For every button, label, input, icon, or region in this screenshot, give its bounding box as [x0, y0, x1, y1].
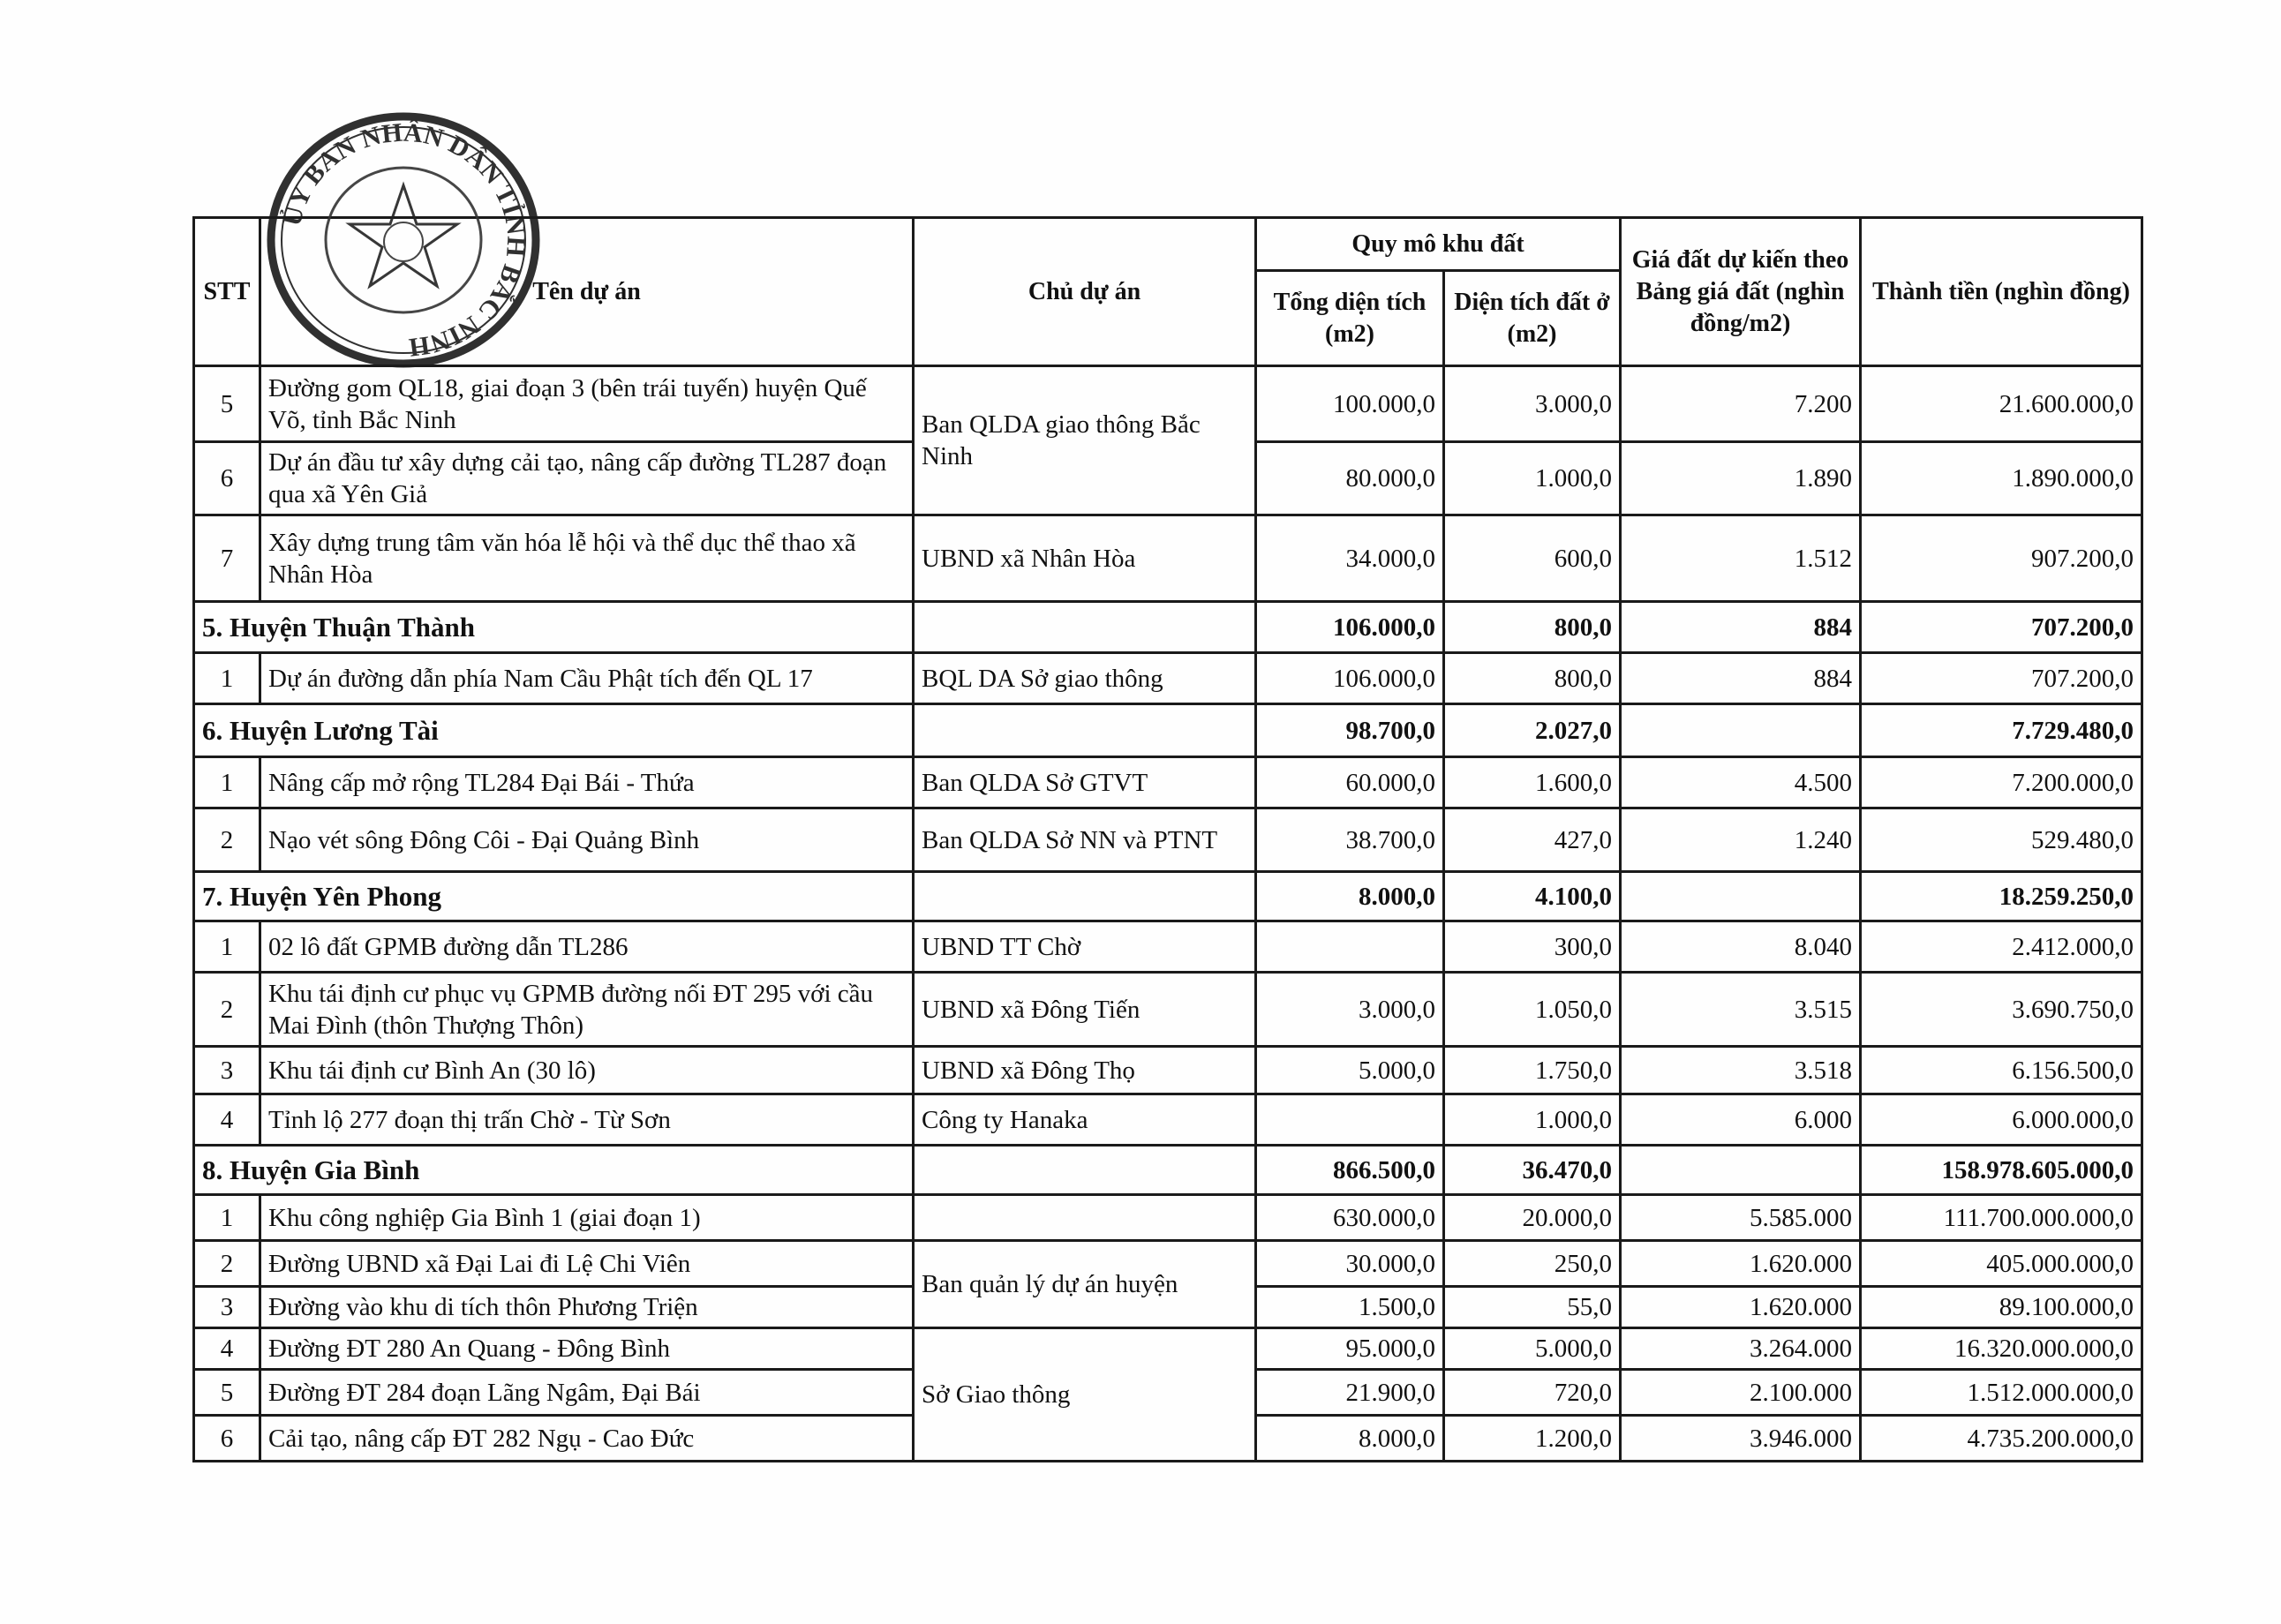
- cell-residential-area: 720,0: [1444, 1370, 1621, 1416]
- cell-amount: 529.480,0: [1861, 808, 2142, 872]
- cell-owner: UBND TT Chờ: [914, 921, 1256, 973]
- cell-stt: 1: [194, 921, 260, 973]
- cell-total-area: 95.000,0: [1256, 1328, 1444, 1370]
- cell-stt: 2: [194, 973, 260, 1047]
- cell-land-price: 8.040: [1621, 921, 1861, 973]
- cell-residential-area: 3.000,0: [1444, 366, 1621, 442]
- cell-land-price: 3.264.000: [1621, 1328, 1861, 1370]
- cell-project-name: Đường ĐT 284 đoạn Lãng Ngâm, Đại Bái: [260, 1370, 914, 1416]
- cell-land-price: 884: [1621, 602, 1861, 653]
- cell-residential-area: 800,0: [1444, 602, 1621, 653]
- cell-total-area: 630.000,0: [1256, 1195, 1444, 1241]
- cell-total-area: [1256, 921, 1444, 973]
- cell-owner: Sở Giao thông: [914, 1328, 1256, 1462]
- cell-total-area: [1256, 1094, 1444, 1146]
- cell-owner: Công ty Hanaka: [914, 1094, 1256, 1146]
- cell-project-name: Nạo vét sông Đông Côi - Đại Quảng Bình: [260, 808, 914, 872]
- cell-amount: 6.000.000,0: [1861, 1094, 2142, 1146]
- table-row: [194, 921, 2142, 973]
- cell-stt: 4: [194, 1328, 260, 1370]
- table-row: [194, 1241, 2142, 1287]
- cell-stt: 3: [194, 1287, 260, 1328]
- cell-total-area: 34.000,0: [1256, 515, 1444, 602]
- cell-total-area: 866.500,0: [1256, 1146, 1444, 1195]
- cell-owner: UBND xã Đông Thọ: [914, 1047, 1256, 1094]
- table-row: [194, 1047, 2142, 1094]
- cell-project-name: Đường UBND xã Đại Lai đi Lệ Chi Viên: [260, 1241, 914, 1287]
- cell-owner: Ban QLDA Sở NN và PTNT: [914, 808, 1256, 872]
- cell-land-price: [1621, 872, 1861, 921]
- cell-owner: [914, 602, 1256, 653]
- group-row: [194, 872, 2142, 921]
- group-row: [194, 602, 2142, 653]
- table-row: [194, 1328, 2142, 1370]
- table-row: [194, 973, 2142, 1047]
- cell-land-price: 3.515: [1621, 973, 1861, 1047]
- cell-total-area: 100.000,0: [1256, 366, 1444, 442]
- cell-stt: 1: [194, 757, 260, 808]
- cell-residential-area: 1.050,0: [1444, 973, 1621, 1047]
- cell-total-area: 38.700,0: [1256, 808, 1444, 872]
- cell-amount: 4.735.200.000,0: [1861, 1416, 2142, 1462]
- header-land-scale: Quy mô khu đất: [1256, 218, 1621, 271]
- cell-project-name: Đường vào khu di tích thôn Phương Triện: [260, 1287, 914, 1328]
- cell-total-area: 106.000,0: [1256, 602, 1444, 653]
- cell-residential-area: 5.000,0: [1444, 1328, 1621, 1370]
- cell-stt: 5: [194, 1370, 260, 1416]
- cell-land-price: 5.585.000: [1621, 1195, 1861, 1241]
- group-name: 7. Huyện Yên Phong: [194, 872, 914, 921]
- cell-project-name: Tỉnh lộ 277 đoạn thị trấn Chờ - Từ Sơn: [260, 1094, 914, 1146]
- cell-amount: 2.412.000,0: [1861, 921, 2142, 973]
- cell-land-price: 1.512: [1621, 515, 1861, 602]
- cell-total-area: 106.000,0: [1256, 653, 1444, 704]
- cell-residential-area: 1.600,0: [1444, 757, 1621, 808]
- cell-residential-area: 20.000,0: [1444, 1195, 1621, 1241]
- table-row: [194, 515, 2142, 602]
- cell-residential-area: 1.000,0: [1444, 1094, 1621, 1146]
- cell-project-name: Dự án đường dẫn phía Nam Cầu Phật tích đến QL 17: [260, 653, 914, 704]
- cell-stt: 6: [194, 1416, 260, 1462]
- cell-owner: Ban QLDA Sở GTVT: [914, 757, 1256, 808]
- seal-text: ỦY BAN NHÂN DÂN TỈNH BẮC NINH: [277, 117, 531, 363]
- cell-stt: 1: [194, 1195, 260, 1241]
- cell-total-area: 80.000,0: [1256, 442, 1444, 515]
- cell-amount: 3.690.750,0: [1861, 973, 2142, 1047]
- cell-owner: [914, 1146, 1256, 1195]
- cell-residential-area: 55,0: [1444, 1287, 1621, 1328]
- cell-land-price: [1621, 1146, 1861, 1195]
- header-total-area: Tổng diện tích (m2): [1256, 271, 1444, 366]
- cell-total-area: 30.000,0: [1256, 1241, 1444, 1287]
- cell-land-price: 7.200: [1621, 366, 1861, 442]
- cell-amount: 18.259.250,0: [1861, 872, 2142, 921]
- cell-residential-area: 36.470,0: [1444, 1146, 1621, 1195]
- cell-residential-area: 800,0: [1444, 653, 1621, 704]
- cell-amount: 111.700.000.000,0: [1861, 1195, 2142, 1241]
- cell-amount: 89.100.000,0: [1861, 1287, 2142, 1328]
- cell-residential-area: 300,0: [1444, 921, 1621, 973]
- cell-amount: 405.000.000,0: [1861, 1241, 2142, 1287]
- cell-amount: 707.200,0: [1861, 602, 2142, 653]
- cell-land-price: 1.890: [1621, 442, 1861, 515]
- group-name: 6. Huyện Lương Tài: [194, 704, 914, 757]
- cell-land-price: [1621, 704, 1861, 757]
- cell-land-price: 1.240: [1621, 808, 1861, 872]
- cell-land-price: 1.620.000: [1621, 1241, 1861, 1287]
- cell-owner: Ban quản lý dự án huyện: [914, 1241, 1256, 1328]
- group-row: [194, 704, 2142, 757]
- cell-owner: UBND xã Nhân Hòa: [914, 515, 1256, 602]
- cell-residential-area: 1.200,0: [1444, 1416, 1621, 1462]
- land-price-table: [192, 216, 2143, 1462]
- table-row: [194, 808, 2142, 872]
- cell-project-name: Xây dựng trung tâm văn hóa lễ hội và thể dục thể thao xã Nhân Hòa: [260, 515, 914, 602]
- cell-amount: 7.729.480,0: [1861, 704, 2142, 757]
- cell-project-name: 02 lô đất GPMB đường dẫn TL286: [260, 921, 914, 973]
- table-body: [194, 366, 2142, 1462]
- cell-stt: 4: [194, 1094, 260, 1146]
- cell-stt: 2: [194, 808, 260, 872]
- cell-land-price: 2.100.000: [1621, 1370, 1861, 1416]
- table-row: [194, 653, 2142, 704]
- group-name: 5. Huyện Thuận Thành: [194, 602, 914, 653]
- cell-amount: 707.200,0: [1861, 653, 2142, 704]
- cell-residential-area: 4.100,0: [1444, 872, 1621, 921]
- cell-land-price: 884: [1621, 653, 1861, 704]
- cell-land-price: 3.946.000: [1621, 1416, 1861, 1462]
- cell-owner: BQL DA Sở giao thông: [914, 653, 1256, 704]
- cell-project-name: Khu tái định cư Bình An (30 lô): [260, 1047, 914, 1094]
- cell-amount: 1.890.000,0: [1861, 442, 2142, 515]
- cell-amount: 1.512.000.000,0: [1861, 1370, 2142, 1416]
- cell-land-price: 4.500: [1621, 757, 1861, 808]
- cell-residential-area: 250,0: [1444, 1241, 1621, 1287]
- cell-land-price: 3.518: [1621, 1047, 1861, 1094]
- cell-stt: 7: [194, 515, 260, 602]
- cell-total-area: 8.000,0: [1256, 1416, 1444, 1462]
- cell-total-area: 8.000,0: [1256, 872, 1444, 921]
- cell-project-name: Khu tái định cư phục vụ GPMB đường nối ĐT 295 với cầu Mai Đình (thôn Thượng Thôn): [260, 973, 914, 1047]
- cell-owner: [914, 872, 1256, 921]
- cell-project-name: Dự án đầu tư xây dựng cải tạo, nâng cấp đường TL287 đoạn qua xã Yên Giả: [260, 442, 914, 515]
- cell-stt: 6: [194, 442, 260, 515]
- cell-stt: 2: [194, 1241, 260, 1287]
- cell-amount: 21.600.000,0: [1861, 366, 2142, 442]
- cell-total-area: 21.900,0: [1256, 1370, 1444, 1416]
- cell-amount: 7.200.000,0: [1861, 757, 2142, 808]
- table-row: [194, 757, 2142, 808]
- group-row: [194, 1146, 2142, 1195]
- cell-total-area: 1.500,0: [1256, 1287, 1444, 1328]
- cell-residential-area: 600,0: [1444, 515, 1621, 602]
- header-project-name: Tên dự án: [260, 218, 914, 366]
- cell-residential-area: 1.000,0: [1444, 442, 1621, 515]
- cell-owner: [914, 704, 1256, 757]
- header-amount: Thành tiền (nghìn đồng): [1861, 218, 2142, 366]
- cell-amount: 907.200,0: [1861, 515, 2142, 602]
- cell-stt: 3: [194, 1047, 260, 1094]
- header-residential-area: Diện tích đất ở (m2): [1444, 271, 1621, 366]
- cell-amount: 6.156.500,0: [1861, 1047, 2142, 1094]
- cell-total-area: 98.700,0: [1256, 704, 1444, 757]
- cell-land-price: 1.620.000: [1621, 1287, 1861, 1328]
- table-row: [194, 366, 2142, 442]
- table-row: [194, 1094, 2142, 1146]
- cell-owner: UBND xã Đông Tiến: [914, 973, 1256, 1047]
- cell-owner: [914, 1195, 1256, 1241]
- cell-project-name: Đường gom QL18, giai đoạn 3 (bên trái tuyến) huyện Quế Võ, tỉnh Bắc Ninh: [260, 366, 914, 442]
- cell-total-area: 5.000,0: [1256, 1047, 1444, 1094]
- table-header: [194, 218, 2142, 366]
- header-owner: Chủ dự án: [914, 218, 1256, 366]
- cell-amount: 16.320.000.000,0: [1861, 1328, 2142, 1370]
- cell-owner: Ban QLDA giao thông Bắc Ninh: [914, 366, 1256, 515]
- cell-land-price: 6.000: [1621, 1094, 1861, 1146]
- header-stt: STT: [194, 218, 260, 366]
- cell-residential-area: 2.027,0: [1444, 704, 1621, 757]
- cell-stt: 5: [194, 366, 260, 442]
- cell-project-name: Cải tạo, nâng cấp ĐT 282 Ngụ - Cao Đức: [260, 1416, 914, 1462]
- cell-project-name: Khu công nghiệp Gia Bình 1 (giai đoạn 1): [260, 1195, 914, 1241]
- cell-total-area: 60.000,0: [1256, 757, 1444, 808]
- cell-project-name: Đường ĐT 280 An Quang - Đông Bình: [260, 1328, 914, 1370]
- group-name: 8. Huyện Gia Bình: [194, 1146, 914, 1195]
- cell-stt: 1: [194, 653, 260, 704]
- header-land-price: Giá đất dự kiến theo Bảng giá đất (nghìn đồng/m2): [1621, 218, 1861, 366]
- cell-total-area: 3.000,0: [1256, 973, 1444, 1047]
- cell-residential-area: 1.750,0: [1444, 1047, 1621, 1094]
- cell-project-name: Nâng cấp mở rộng TL284 Đại Bái - Thứa: [260, 757, 914, 808]
- cell-amount: 158.978.605.000,0: [1861, 1146, 2142, 1195]
- cell-residential-area: 427,0: [1444, 808, 1621, 872]
- table-row: [194, 1195, 2142, 1241]
